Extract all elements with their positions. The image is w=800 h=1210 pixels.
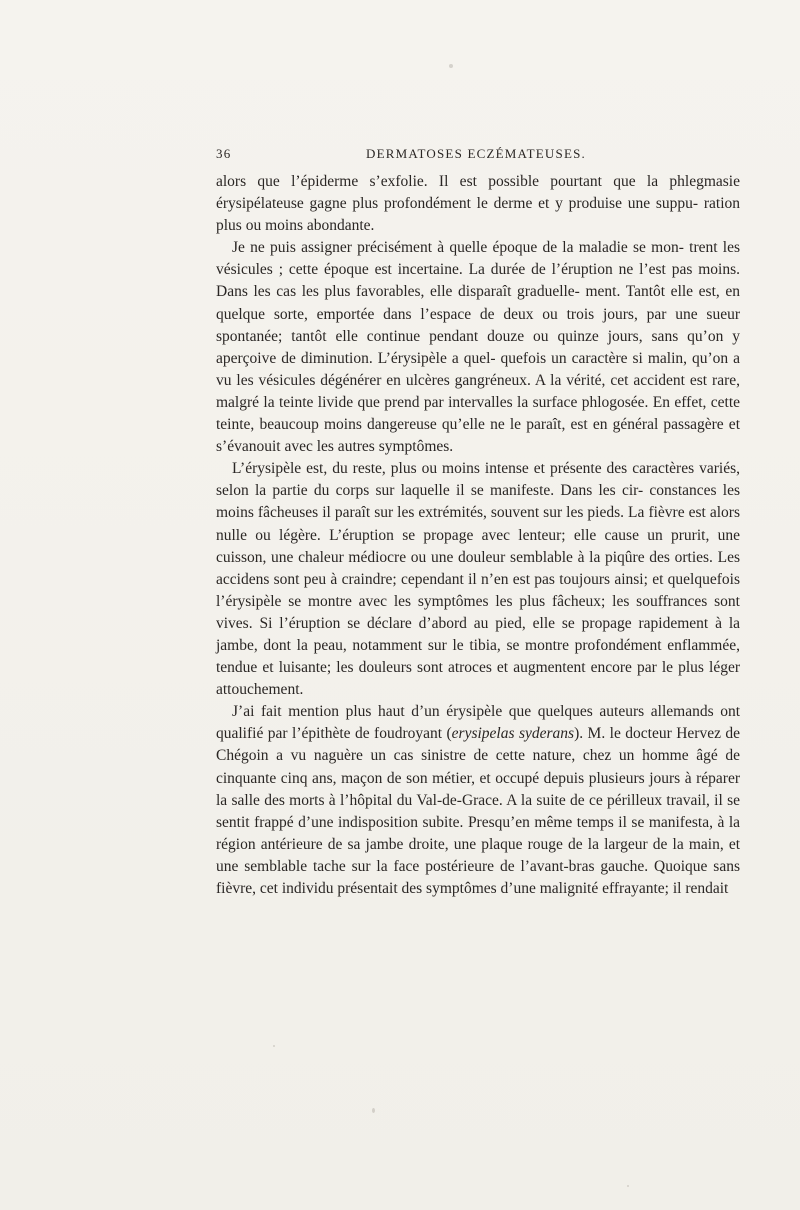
- text-line: L’érysipèle est, du reste, plus ou moins intense et présente des caractères: [232, 460, 695, 478]
- text-line: suite de ce périlleux travail, il se sentit frappé d’une indisposition subite.: [216, 791, 741, 831]
- paper-spot: [372, 1108, 375, 1113]
- text-line: elle cause un prurit, une cuisson, une chaleur médiocre ou une douleur: [216, 526, 740, 566]
- text-fragment: ont qualifié par l’épithète de foudroyant (: [216, 703, 741, 743]
- text-line: quefois un caractère si malin, qu’on a vu les vésicules dégénérer en ulcères: [216, 349, 741, 389]
- text-line: droite, une plaque rouge de la largeur de la main, et une semblable tache: [216, 835, 741, 875]
- paragraph-2: [216, 237, 740, 458]
- text-line: et luisante; les douleurs sont atroces et augmentent encore par le plus léger: [262, 659, 741, 677]
- text-line: gangréneux. A la vérité, cet accident est rare, malgré la teinte livide que: [216, 371, 740, 411]
- text-line: prend par intervalles la surface phlogosée. En effet, cette teinte, beaucoup: [216, 393, 741, 434]
- text-line: constances les moins fâcheuses il paraît sur les extrémités, souvent sur les: [216, 482, 741, 522]
- text-line: ou quinze jours, sans qu’on y aperçoive de diminution. L’érysipèle a quel-: [216, 327, 741, 367]
- paragraph-3: [216, 458, 740, 701]
- text-line: érysipélateuse gagne plus profondément le derme et y produise une suppu-: [216, 195, 699, 213]
- paper-spot: [273, 1045, 275, 1047]
- text-line: moins dangereuse qu’elle ne le paraît, est en général passagère et s’évanouit: [216, 416, 740, 456]
- paper-spot: [627, 1185, 629, 1187]
- body-text: [216, 171, 740, 900]
- paragraph-1: [216, 171, 740, 237]
- text-line: Hervez de Chégoin a vu naguère un cas sinistre de cette nature, chez un: [216, 725, 741, 765]
- text-line: homme âgé de cinquante cinq ans, maçon de son métier, et occupé depuis: [216, 747, 740, 787]
- text-line: avec les autres symptômes.: [284, 438, 454, 456]
- text-line: plusieurs jours à réparer la salle des morts à l’hôpital du Val-de-Grace. A la: [216, 769, 741, 809]
- text-line: ment. Tantôt elle est, en quelque sorte, emportée dans l’espace de deux ou: [216, 283, 741, 323]
- text-fragment: ). M. le docteur: [574, 725, 672, 743]
- text-line: Presqu’en même temps il se manifesta, à la région antérieure de sa jambe: [216, 813, 740, 853]
- text-line: pieds. La fièvre est alors nulle ou légère. L’éruption se propage avec lenteur;: [216, 504, 741, 544]
- page-header: [216, 146, 740, 166]
- text-line: trent les vésicules ; cette époque est incertaine. La durée de l’éruption ne: [216, 239, 741, 279]
- text-line: attouchement.: [216, 681, 304, 699]
- paragraph-4: [216, 701, 740, 900]
- text-line: J’ai fait mention plus haut d’un érysipèle que quelques auteurs allemands: [232, 703, 714, 721]
- text-line: l’est pas moins. Dans les cas les plus favorables, elle disparaît graduelle-: [216, 261, 741, 301]
- paper-spot: [449, 64, 453, 68]
- text-line: individu présentait des symptômes d’une malignité effrayante; il rendait: [281, 880, 729, 897]
- running-title: DERMATOSES ECZÉMATEUSES.: [366, 146, 586, 161]
- text-line: déclare d’abord au pied, elle se propage rapidement à la jambe, dont la: [216, 614, 740, 654]
- text-line: il n’en est pas toujours ainsi; et quelquefois l’érysipèle se montre avec les: [216, 570, 740, 610]
- text-line: Je ne puis assigner précisément à quelle époque de la maladie se mon-: [232, 239, 684, 257]
- text-line: trois jours, par une sueur spontanée; tantôt elle continue pendant douze: [216, 305, 740, 345]
- page-number: 36: [216, 146, 232, 161]
- text-line: sur la face postérieure de l’avant-bras gauche. Quoique sans fièvre, cet: [216, 857, 740, 897]
- text-line: semblable à la piqûre des orties. Les accidens sont peu à craindre; cependant: [216, 548, 740, 588]
- text-line: peau, notamment sur le tibia, se montre profondément enflammée, tendue: [216, 636, 740, 677]
- latin-term: erysipelas syderans: [451, 725, 575, 743]
- text-line: ration plus ou moins abondante.: [216, 195, 741, 235]
- text-line: alors que l’épiderme s’exfolie. Il est possible pourtant que la phlegmasie: [216, 173, 740, 190]
- text-line: symptômes les plus fâcheux; les souffrances sont vives. Si l’éruption se: [216, 592, 740, 632]
- text-line: variés, selon la partie du corps sur laquelle il se manifeste. Dans les cir-: [216, 460, 741, 500]
